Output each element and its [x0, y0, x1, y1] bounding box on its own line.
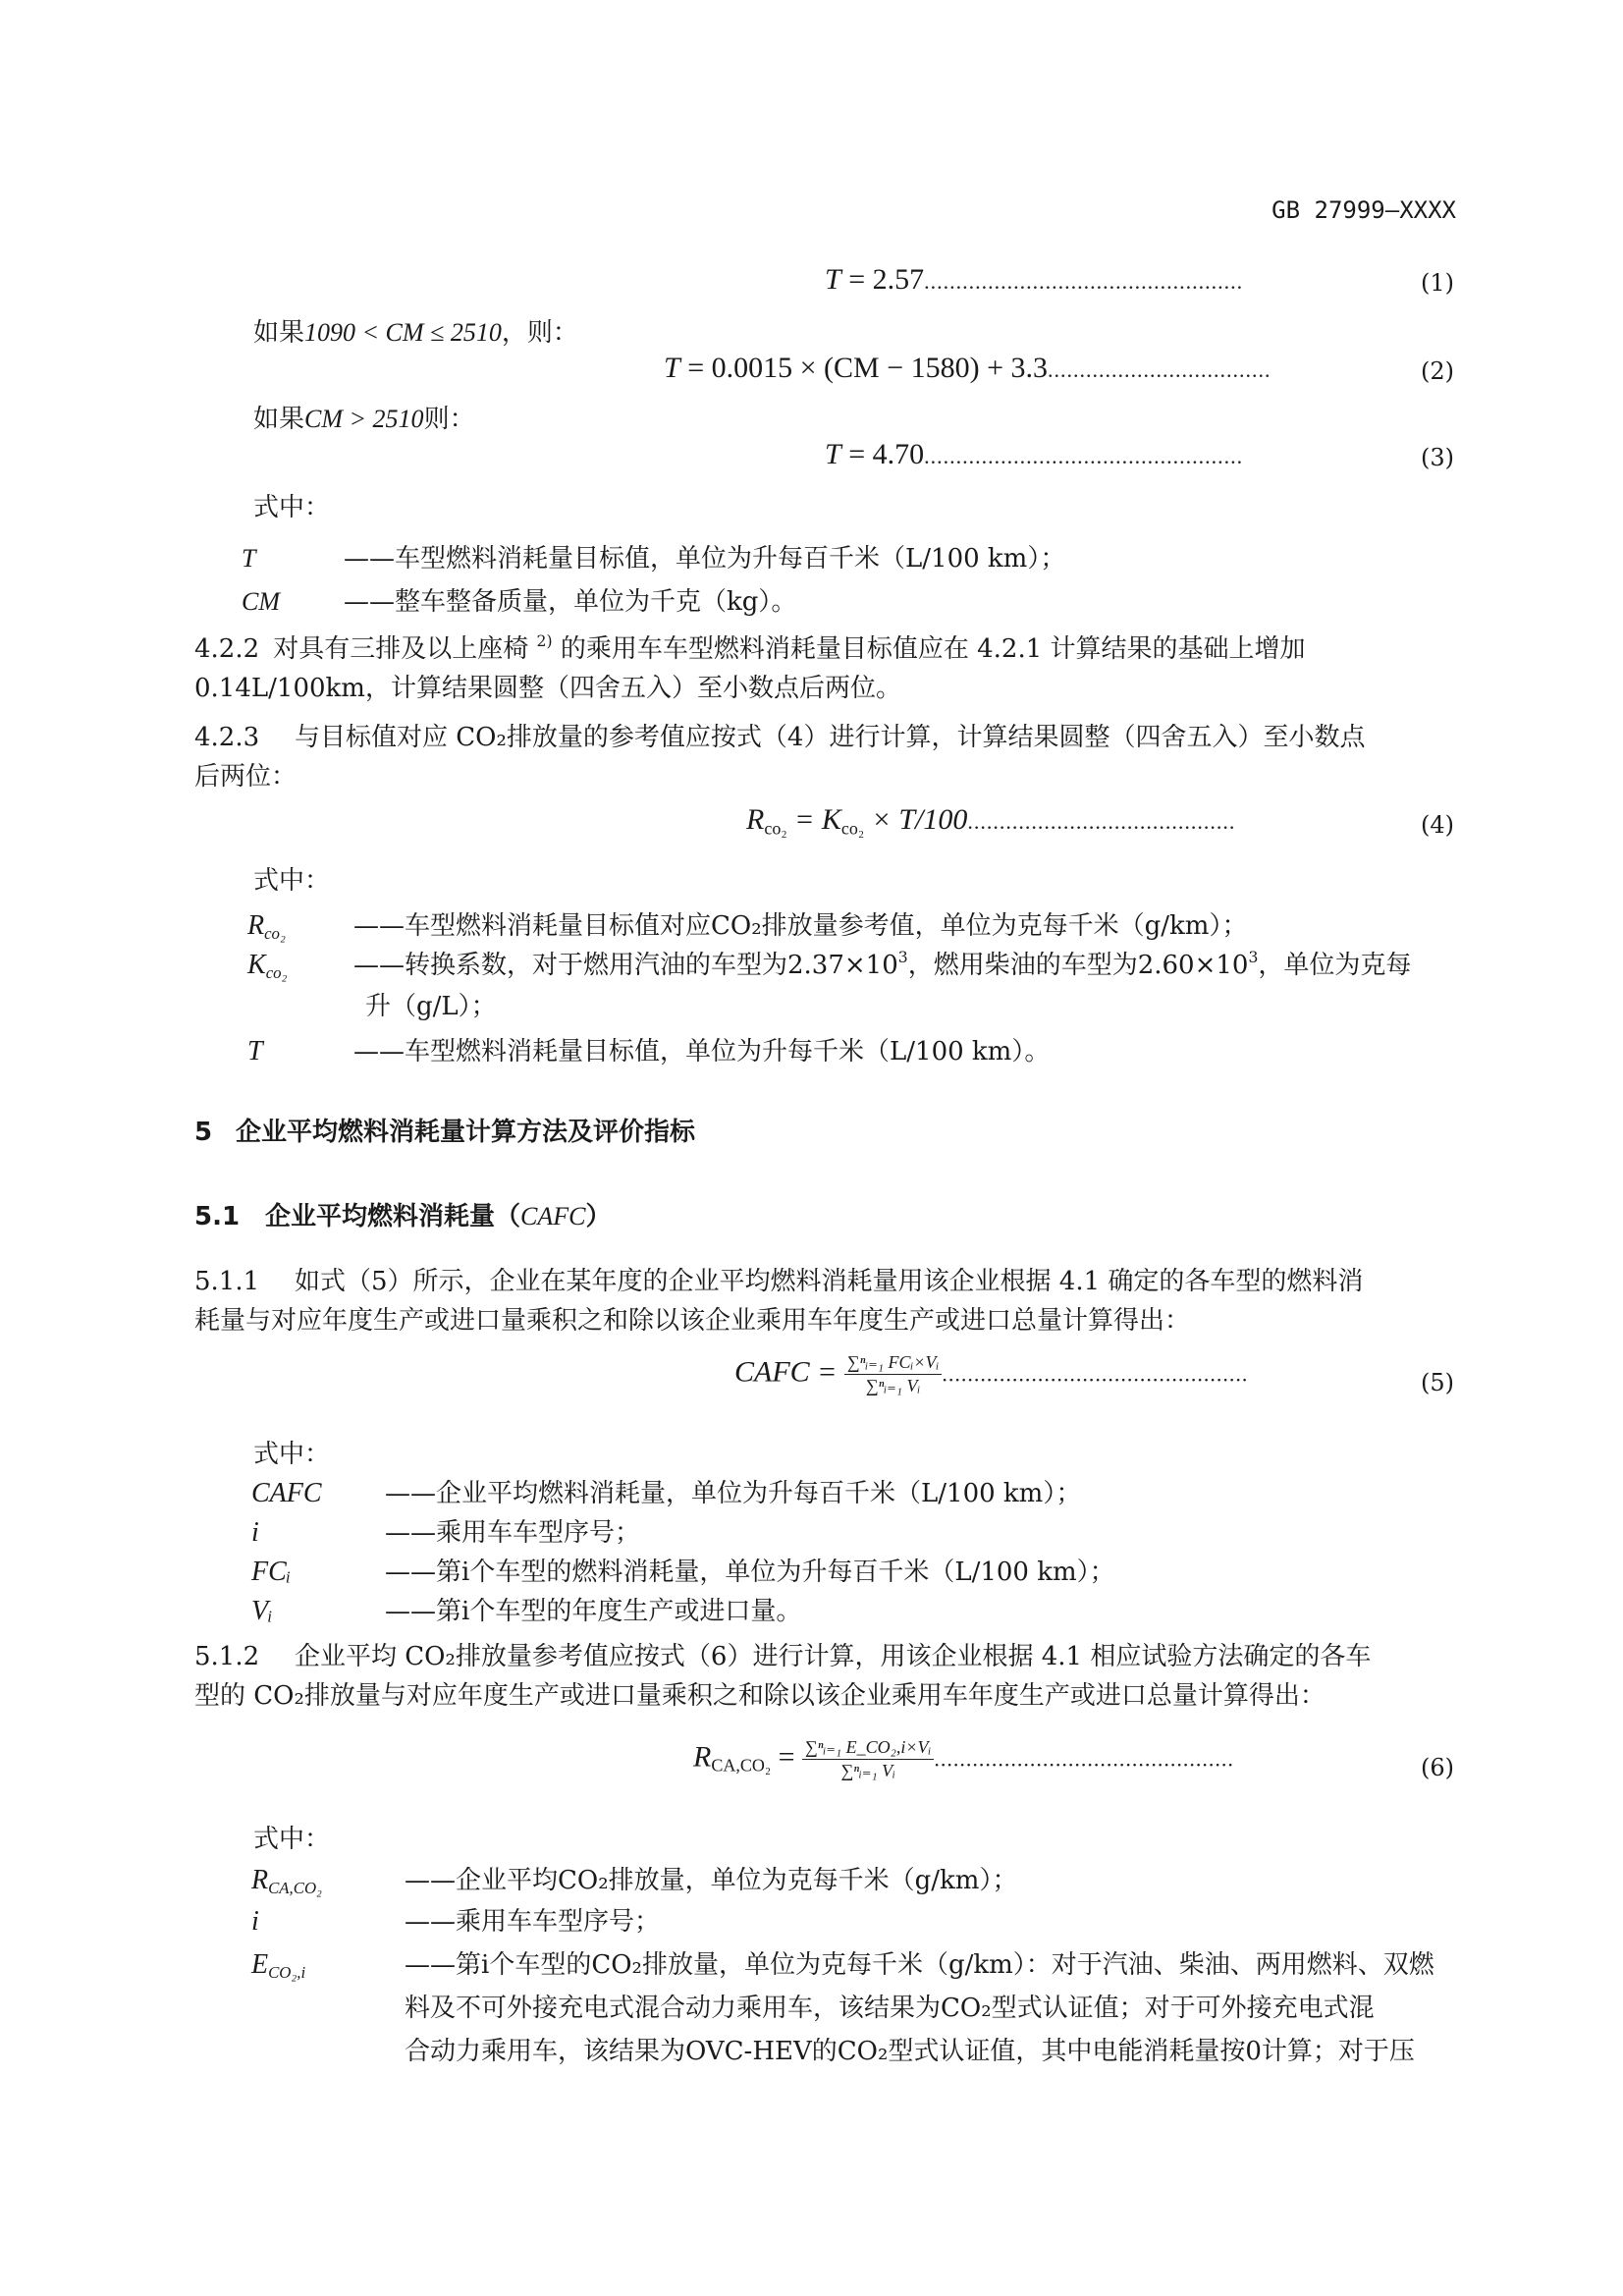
def-symbol: $R_{CA,CO_2}$: [251, 1865, 322, 1898]
eq4-mid: = K: [794, 803, 841, 836]
section-number: 5.1: [194, 1202, 241, 1231]
clause-5-1-2-line2: 型的 CO₂排放量与对应年度生产或进口量乘积之和除以该企业乘用车年度生产或进口总量计算得出：: [194, 1681, 1325, 1711]
exponent: 3: [897, 949, 908, 967]
cond2-pre: 如果: [253, 318, 305, 348]
eq1-lhs: T: [825, 263, 841, 296]
def-symbol: $R_{co_2}$: [247, 910, 286, 944]
eq6-fraction: [802, 1738, 934, 1780]
def-desc: ——企业平均燃料消耗量，单位为升每百千米（L/100 km）；: [385, 1479, 1082, 1508]
clause-5-1-1: [194, 1261, 1363, 1297]
def-desc: ——整车整备质量，单位为千克（kg）。: [344, 587, 797, 617]
def-symbol: $E_{CO_2,i}$: [251, 1949, 306, 1983]
def-desc: ——转换系数，对于燃用汽油的车型为2.37×10: [353, 951, 898, 980]
def-symbol: i: [251, 1517, 259, 1548]
eq5-fraction: [844, 1353, 942, 1395]
def-row-T2: [247, 1031, 1050, 1067]
eq5-lhs: CAFC =: [734, 1355, 838, 1389]
section-title: 企业平均燃料消耗量（: [265, 1202, 521, 1231]
equation-6: [693, 1738, 1234, 1780]
def-row-T: [242, 538, 1065, 574]
section-number: 5: [194, 1118, 213, 1147]
footnote-marker: 2): [536, 632, 553, 651]
clause-number: 5.1.2: [194, 1642, 260, 1671]
def-desc: ——车型燃料消耗量目标值对应CO₂排放量参考值，单位为克每千米（g/km）；: [353, 911, 1248, 941]
def-symbol: $K_{co_2}$: [247, 950, 288, 983]
eq1-dots: ..................................................: [924, 269, 1244, 294]
where-label-3: 式中：: [253, 1440, 331, 1469]
eq3-dots: ..................................................: [924, 444, 1244, 468]
def-symbol: T: [242, 544, 256, 573]
eq2-rhs: = 0.0015 × (CM − 1580) + 3.3: [687, 352, 1049, 384]
def-row-CM: [242, 581, 796, 618]
clause-text: 的乘用车车型燃料消耗量目标值应在 4.2.1 计算结果的基础上增加: [560, 634, 1306, 664]
def-desc: ，燃用柴油的车型为2.60×10: [907, 951, 1249, 980]
where-label-1: 式中：: [253, 493, 331, 522]
section-title: 企业平均燃料消耗量计算方法及评价指标: [236, 1118, 696, 1147]
def-row-RCA: [251, 1860, 1017, 1896]
clause-4-2-2: [194, 629, 1306, 665]
eq3-rhs: = 4.70: [848, 438, 925, 470]
eq6-lhs-sub: CA,CO₂: [711, 1755, 772, 1776]
def-symbol: CAFC: [251, 1478, 322, 1508]
def-symbol: Vᵢ: [251, 1596, 273, 1626]
clause-number: 5.1.1: [194, 1267, 260, 1296]
eq1-number: (1): [1421, 269, 1454, 297]
eq1-rhs: = 2.57: [848, 263, 925, 296]
def-desc: ——车型燃料消耗量目标值，单位为升每百千米（L/100 km）；: [344, 544, 1066, 574]
cond2-post: ，则：: [501, 318, 578, 348]
cond3-expr: CM > 2510: [304, 405, 424, 433]
def-desc: ——乘用车车型序号；: [405, 1907, 661, 1937]
def-row-Rco2: [247, 905, 1247, 942]
def-symbol: FCᵢ: [251, 1557, 292, 1587]
eq2-lhs: T: [664, 352, 680, 384]
def-symbol: CM: [242, 587, 280, 616]
condition-2: [253, 312, 578, 349]
clause-text: 如式（5）所示，企业在某年度的企业平均燃料消耗量用该企业根据 4.1 确定的各车型的燃料消: [295, 1267, 1364, 1296]
eq6-lhs: R: [693, 1740, 712, 1774]
eq3-lhs: T: [825, 438, 841, 470]
eq4-lhs: R: [746, 803, 765, 836]
clause-text: 企业平均 CO₂排放量参考值应按式（6）进行计算，用该企业根据 4.1 相应试验方法确定的各车: [295, 1642, 1372, 1671]
section-title-italic: CAFC: [520, 1202, 586, 1230]
def-desc: ，单位为克每: [1258, 951, 1412, 980]
clause-5-1-2: [194, 1636, 1371, 1672]
eq5-dots: ................................................: [942, 1361, 1249, 1387]
def-desc: ——第i个车型的燃料消耗量，单位为升每百千米（L/100 km）；: [385, 1558, 1115, 1587]
clause-text: 与目标值对应 CO₂排放量的参考值应按式（4）进行计算，计算结果圆整（四舍五入）至小数点: [295, 723, 1366, 752]
clause-text: 对具有三排及以上座椅: [273, 634, 529, 664]
eq4-dots: ..........................................: [967, 809, 1236, 834]
def-symbol: i: [251, 1906, 259, 1937]
def-row-Kco2-cont: 升（g/L）；: [365, 992, 497, 1021]
where-label-2: 式中：: [253, 866, 331, 896]
eq3-number: (3): [1421, 444, 1454, 471]
def-desc: ——乘用车车型序号；: [385, 1518, 641, 1548]
equation-5: [734, 1353, 1248, 1395]
exponent: 3: [1248, 949, 1259, 967]
eq6-dots: ...............................................: [934, 1746, 1234, 1772]
clause-number: 4.2.3: [194, 723, 260, 752]
where-label-4: 式中：: [253, 1825, 331, 1854]
def-desc: ——第i个车型的年度生产或进口量。: [385, 1597, 802, 1626]
clause-4-2-3: [194, 717, 1365, 753]
def-row-ECO2-cont2: 合动力乘用车，该结果为OVC-HEV的CO₂型式认证值，其中电能消耗量按0计算；对于压: [405, 2037, 1415, 2066]
def-row-Vi: [251, 1591, 801, 1627]
eq2-dots: ...................................: [1048, 357, 1271, 382]
eq4-tail: × T/100: [871, 803, 968, 836]
equation-3: [825, 438, 1243, 471]
section-title-end: ）: [585, 1202, 612, 1231]
section-5-heading: [194, 1112, 695, 1148]
def-row-i-2: [251, 1901, 660, 1938]
eq6-denominator: ∑ⁿᵢ₌₁ Vᵢ: [840, 1760, 895, 1780]
equation-1: [825, 263, 1243, 297]
condition-3: [253, 399, 475, 435]
eq5-numerator: ∑ⁿᵢ₌₁ FCᵢ×Vᵢ: [844, 1353, 942, 1375]
eq5-number: (5): [1421, 1369, 1454, 1396]
eq2-number: (2): [1421, 357, 1454, 385]
eq5-denominator: ∑ⁿᵢ₌₁ Vᵢ: [865, 1375, 921, 1395]
equation-2: [664, 352, 1271, 385]
clause-4-2-3-line2: 后两位：: [194, 762, 298, 792]
def-row-Kco2: [247, 945, 1411, 981]
def-row-ECO2-cont1: 料及不可外接充电式混合动力乘用车，该结果为CO₂型式认证值；对于可外接充电式混: [405, 1994, 1375, 2023]
clause-4-2-2-line2: 0.14L/100km，计算结果圆整（四舍五入）至小数点后两位。: [194, 674, 901, 703]
document-code: GB 27999—XXXX: [1271, 196, 1456, 224]
eq4-number: (4): [1421, 811, 1454, 839]
cond2-expr: 1090 < CM ≤ 2510: [304, 318, 502, 347]
def-row-FCi: [251, 1552, 1115, 1588]
section-5-1-heading: [194, 1196, 611, 1232]
equation-4: [746, 803, 1235, 837]
clause-5-1-1-line2: 耗量与对应年度生产或进口量乘积之和除以该企业乘用车年度生产或进口总量计算得出：: [194, 1306, 1191, 1336]
eq4-lhs-sub: co₂: [764, 818, 787, 839]
def-row-ECO2: [251, 1944, 1434, 1981]
clause-number: 4.2.2: [194, 634, 260, 664]
eq6-numerator: ∑ⁿᵢ₌₁ E_CO₂,i×Vᵢ: [802, 1738, 934, 1760]
def-desc: ——车型燃料消耗量目标值，单位为升每千米（L/100 km）。: [353, 1037, 1051, 1066]
eq4-mid-sub: co₂: [840, 818, 865, 839]
cond3-pre: 如果: [253, 405, 305, 434]
eq6-number: (6): [1421, 1754, 1454, 1781]
def-row-i: [251, 1512, 640, 1549]
cond3-post: 则：: [423, 405, 475, 434]
def-symbol: T: [247, 1036, 263, 1066]
def-row-CAFC: [251, 1473, 1081, 1509]
def-desc: ——第i个车型的CO₂排放量，单位为克每千米（g/km）：对于汽油、柴油、两用燃料、双燃: [405, 1950, 1434, 1980]
eq6-equals: =: [778, 1740, 795, 1774]
def-desc: ——企业平均CO₂排放量，单位为克每千米（g/km）；: [405, 1866, 1018, 1895]
